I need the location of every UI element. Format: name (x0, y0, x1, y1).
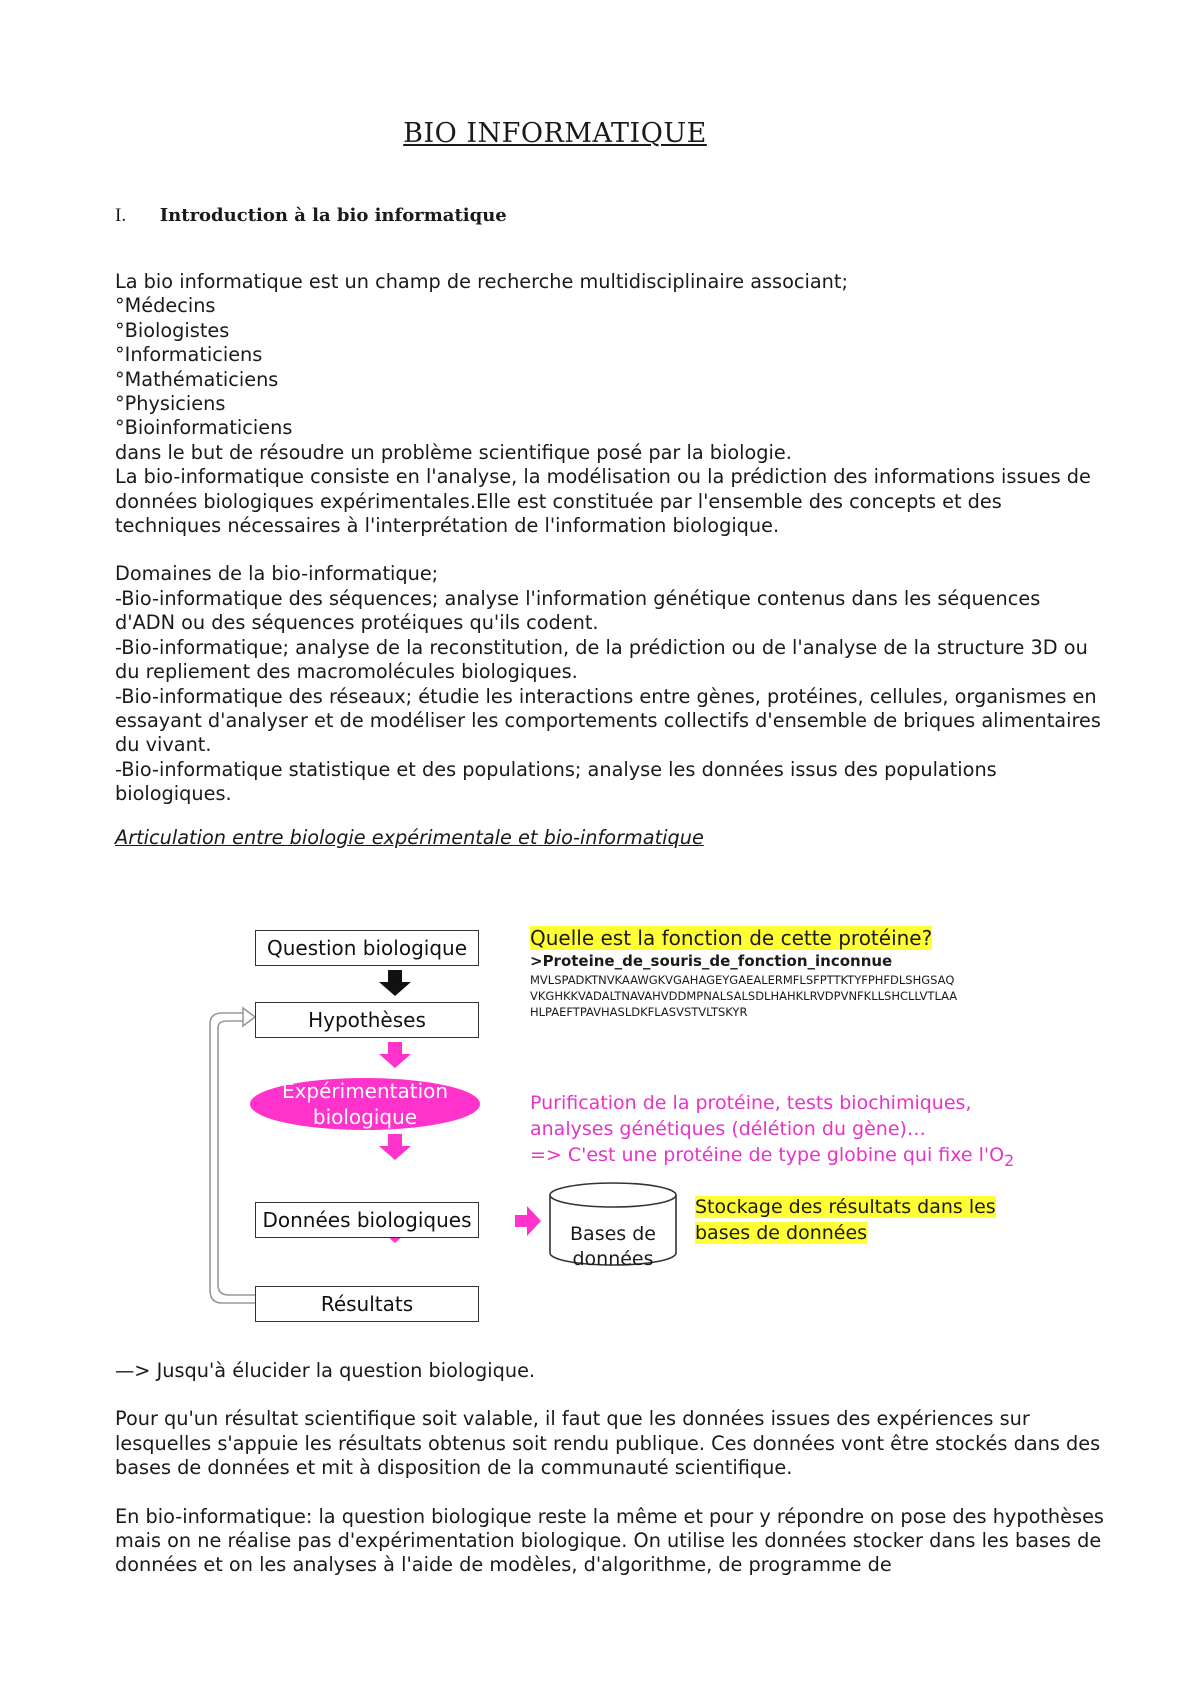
feedback-loop-line (218, 1021, 255, 1295)
intro-paragraph: La bio-informatique consiste en l'analyse, la modélisation ou la prédiction des informations issues de données biologiques expérimentales.Elle est constituée par l'ensemble des concepts et des techniques nécessaires à l'interprétation de l'information biologique. (115, 465, 1091, 538)
arrow-down-icon (379, 1042, 411, 1068)
intro-line: °Biologistes (115, 318, 230, 342)
page-title: BIO INFORMATIQUE (403, 118, 707, 149)
intro-line: °Informaticiens (115, 343, 263, 367)
purification-text: Purification de la protéine, tests biochimiques, analyses génétiques (délétion du gène)… => C'est une protéine de type globine qui fixe $l'O_2$ (530, 1092, 1015, 1170)
domains-heading: Domaines de la bio-informatique; (115, 562, 439, 586)
workflow-diagram (205, 900, 1035, 1340)
intro-line: °Médecins (115, 294, 216, 318)
arrow-right-icon (243, 1008, 255, 1026)
conclusion-paragraph: Pour qu'un résultat scientifique soit valable, il faut que les données issues des expériences sur lesquelles s'appuie les résultats obtenus soit rendu publique. Ces données vont être stockés dans des bases de données et mit à disposition de la communauté scientifique. (115, 1407, 1101, 1480)
intro-line: °Physiciens (115, 392, 226, 416)
box-hypotheses: Hypothèses (255, 1002, 479, 1038)
intro-line: dans le but de résoudre un problème scientifique posé par la biologie. (115, 440, 792, 464)
domain-item: -Bio-informatique des réseaux; étudie les interactions entre gènes, protéines, cellules, organismes en essayant d'analyser et de modéliser les comportements collectifs d'ensemble de briques alimentaires du vivant. (115, 684, 1101, 757)
ellipse-experimentation: Expérimentation biologique (250, 1078, 480, 1130)
intro-line: °Mathématiciens (115, 367, 279, 391)
arrow-right-icon (515, 1206, 541, 1236)
box-question: Question biologique (255, 930, 479, 966)
diagram-subheading: Articulation entre biologie expérimentale et bio-informatique (115, 826, 704, 849)
intro-line: La bio informatique est un champ de recherche multidisciplinaire associant; (115, 270, 848, 293)
box-donnees: Données biologiques (255, 1202, 479, 1238)
sequence-header: >Proteine_de_souris_de_fonction_inconnue (530, 952, 893, 970)
section-heading (115, 205, 507, 227)
intro-block (115, 270, 1105, 807)
sequence-block: MVLSPADKTNVKAAWGKVGAHAGEYGAEALERMFLSFPTTKTYFPHFDLSHGSAQ VKGHKKVADALTNAVAHVDDMPNALSALSDLHAHKLRVDPVNFKLLSHCLLVTLAA HLPAEFTPAVHASLDKFLASVSTVLTSKYR (530, 973, 958, 1019)
conclusion-paragraph: En bio-informatique: la question biologique reste la même et pour y répondre on pose des hypothèses mais on ne réalise pas d'expérimentation biologique. On utilise les données stocker dans les bases de données et on les analyses à l'aide de modèles, d'algorithme, de programme de (115, 1504, 1104, 1577)
arrow-down-icon (379, 970, 411, 996)
conclusion-line: —> Jusqu'à élucider la question biologique. (115, 1359, 536, 1382)
domain-item: -Bio-informatique; analyse de la reconstitution, de la prédiction ou de l'analyse de la structure 3D ou du repliement des macromolécules biologiques. (115, 635, 1088, 684)
box-resultats: Résultats (255, 1286, 479, 1322)
conclusion-block (115, 1359, 1105, 1578)
storage-text: Stockage des résultats dans les bases de données (695, 1196, 996, 1244)
section-number: I. (115, 205, 127, 226)
domain-item: -Bio-informatique des séquences; analyse l'information génétique contenus dans les séquences d'ADN ou des séquences protéiques qu'ils codent. (115, 586, 1041, 635)
question-text: Quelle est la fonction de cette protéine? (530, 926, 933, 950)
feedback-loop-line (210, 1013, 255, 1303)
database-label: Bases de données (570, 1223, 656, 1270)
intro-line: °Bioinformaticiens (115, 416, 293, 440)
domain-item: -Bio-informatique statistique et des populations; analyse les données issus des populations biologiques. (115, 757, 997, 806)
arrow-down-icon (379, 1134, 411, 1160)
section-title: Introduction à la bio informatique (159, 205, 507, 226)
